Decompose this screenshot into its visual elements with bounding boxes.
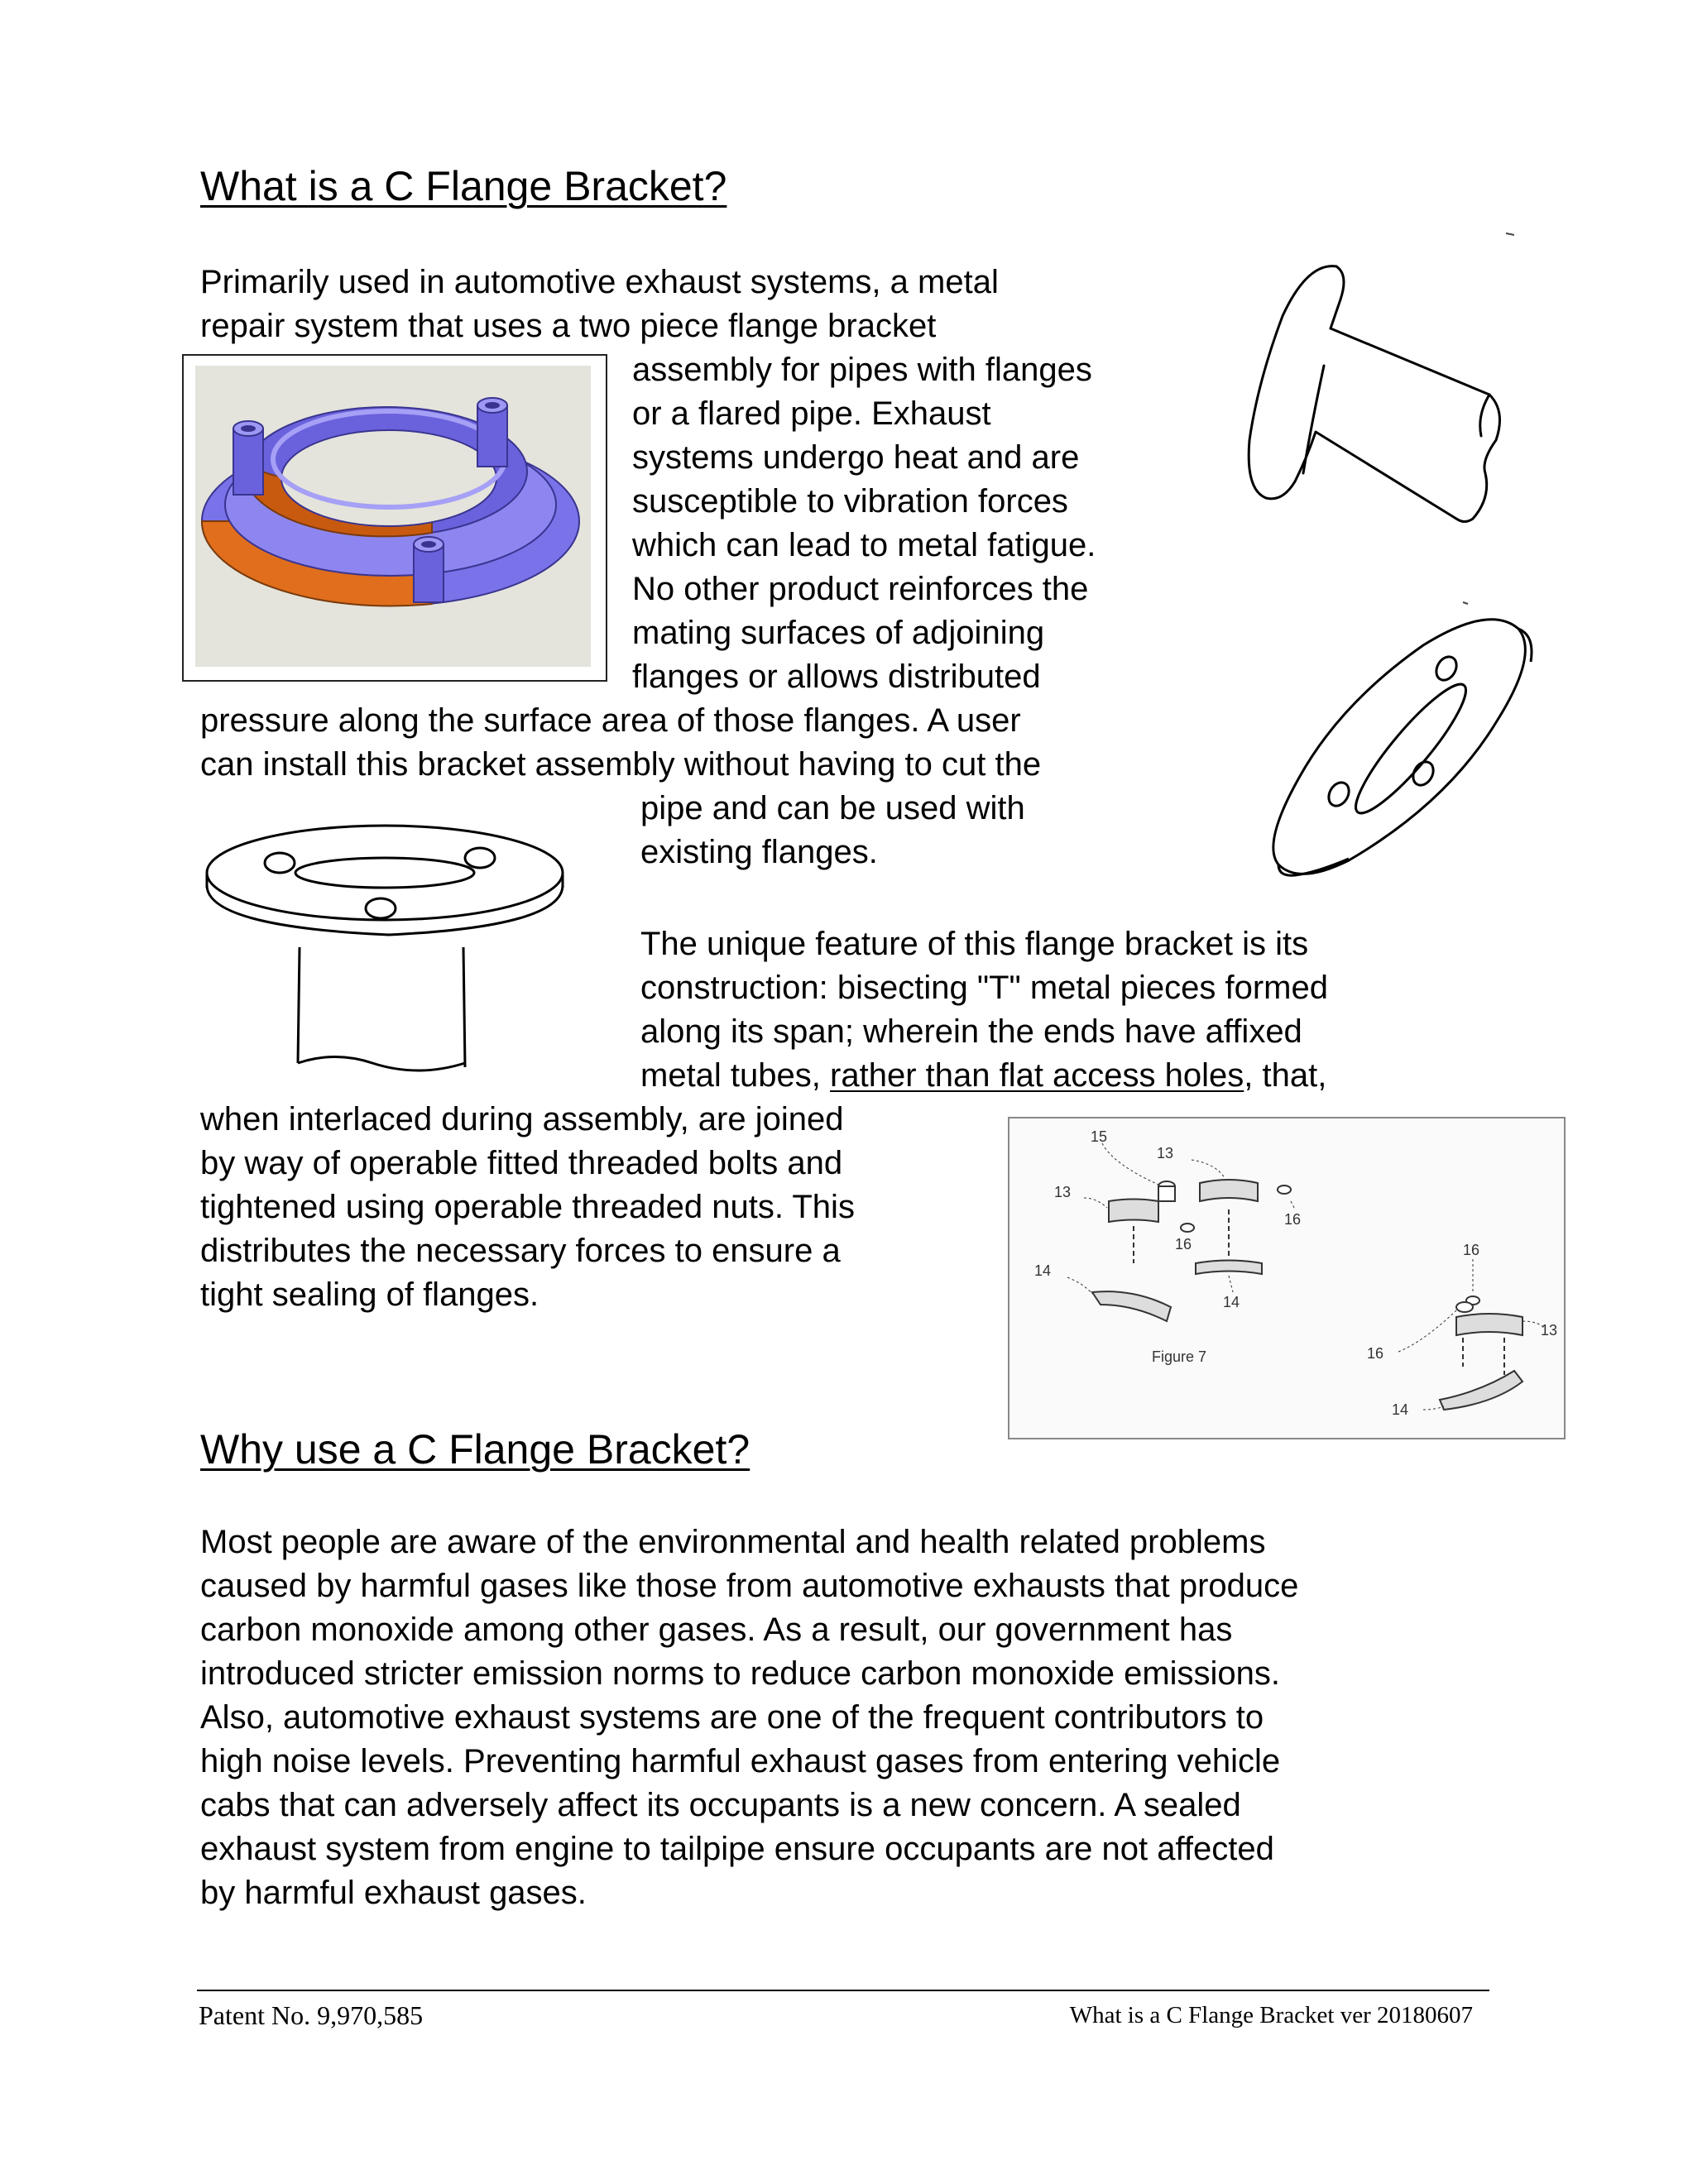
figure-label-13: 13 (1157, 1145, 1174, 1161)
paragraph-line: along its span; wherein the ends have affixed (640, 1013, 1302, 1050)
paragraph-line: which can lead to metal fatigue. (632, 527, 1096, 563)
figure-label-16: 16 (1284, 1211, 1302, 1228)
paragraph-line: distributes the necessary forces to ensure a (200, 1233, 841, 1269)
paragraph-line: repair system that uses a two piece flange bracket (200, 308, 937, 344)
paragraph-line: pressure along the surface area of those flanges. A user (200, 702, 1021, 739)
paragraph-line: high noise levels. Preventing harmful exhaust gases from entering vehicle (200, 1743, 1281, 1779)
paragraph-line: mating surfaces of adjoining (632, 615, 1045, 651)
paragraph-line: susceptible to vibration forces (632, 483, 1068, 520)
paragraph-line: The unique feature of this flange bracket is its (640, 926, 1309, 962)
paragraph-line: Most people are aware of the environmental and health related problems (200, 1524, 1266, 1560)
figure-7-image (1008, 1117, 1566, 1439)
line-prefix: metal tubes, (640, 1057, 831, 1094)
footer-divider (197, 1990, 1489, 1991)
paragraph-line: flanges or allows distributed (632, 659, 1041, 695)
flange-with-pipe-drawing (199, 815, 587, 1088)
bracket-render-image (182, 354, 607, 682)
paragraph-line: carbon monoxide among other gases. As a result, our government has (200, 1612, 1233, 1648)
paragraph-line: tightened using operable threaded nuts. This (200, 1189, 855, 1225)
paragraph-line: tight sealing of flanges. (200, 1276, 539, 1313)
paragraph-line: Also, automotive exhaust systems are one of the frequent contributors to (200, 1699, 1264, 1736)
paragraph-line: existing flanges. (640, 834, 878, 870)
paragraph-line: construction: bisecting "T" metal pieces formed (640, 970, 1328, 1006)
paragraph-line: No other product reinforces the (632, 571, 1089, 607)
section-heading: Why use a C Flange Bracket? (200, 1426, 750, 1473)
paragraph-line: Primarily used in automotive exhaust systems, a metal (200, 264, 999, 300)
figure-7-diagram (1009, 1118, 1561, 1434)
figure-caption: Figure 7 (1152, 1348, 1207, 1365)
figure-label-14: 14 (1223, 1294, 1240, 1310)
paragraph-line: caused by harmful gases like those from automotive exhausts that produce (200, 1568, 1299, 1604)
bracket-render-illustration (184, 356, 602, 677)
paragraph-line: systems undergo heat and are (632, 439, 1080, 476)
footer-patent-number: Patent No. 9,970,585 (199, 2000, 424, 2030)
flange-plate-drawing (1249, 596, 1547, 885)
paragraph-line: assembly for pipes with flanges (632, 352, 1092, 388)
line-suffix: , that, (1244, 1057, 1327, 1094)
page-title: What is a C Flange Bracket? (200, 163, 727, 209)
figure-label-13: 13 (1541, 1322, 1558, 1339)
paragraph-line: by harmful exhaust gases. (200, 1875, 587, 1911)
figure-label-14: 14 (1392, 1401, 1409, 1418)
paragraph-line: introduced stricter emission norms to reduce carbon monoxide emissions. (200, 1655, 1281, 1692)
paragraph-line: when interlaced during assembly, are joined (200, 1101, 844, 1138)
paragraph-line: pipe and can be used with (640, 790, 1025, 826)
paragraph-line: or a flared pipe. Exhaust (632, 395, 991, 432)
paragraph-line: exhaust system from engine to tailpipe ensure occupants are not affected (200, 1831, 1274, 1867)
figure-label-13: 13 (1054, 1184, 1072, 1200)
underlined-phrase: rather than flat access holes (830, 1057, 1244, 1094)
figure-label-16: 16 (1463, 1242, 1480, 1258)
paragraph-line (640, 1054, 1326, 1098)
paragraph-line: cabs that can adversely affect its occupants is a new concern. A sealed (200, 1787, 1241, 1823)
paragraph-line: by way of operable fitted threaded bolts and (200, 1145, 843, 1181)
figure-label-16: 16 (1175, 1236, 1192, 1252)
footer-version: What is a C Flange Bracket ver 20180607 (1069, 2002, 1473, 2028)
flared-pipe-drawing (1233, 225, 1514, 556)
figure-label-16: 16 (1367, 1345, 1384, 1362)
figure-label-15: 15 (1091, 1128, 1108, 1145)
paragraph-line: can install this bracket assembly without having to cut the (200, 746, 1042, 783)
figure-label-14: 14 (1034, 1262, 1052, 1279)
